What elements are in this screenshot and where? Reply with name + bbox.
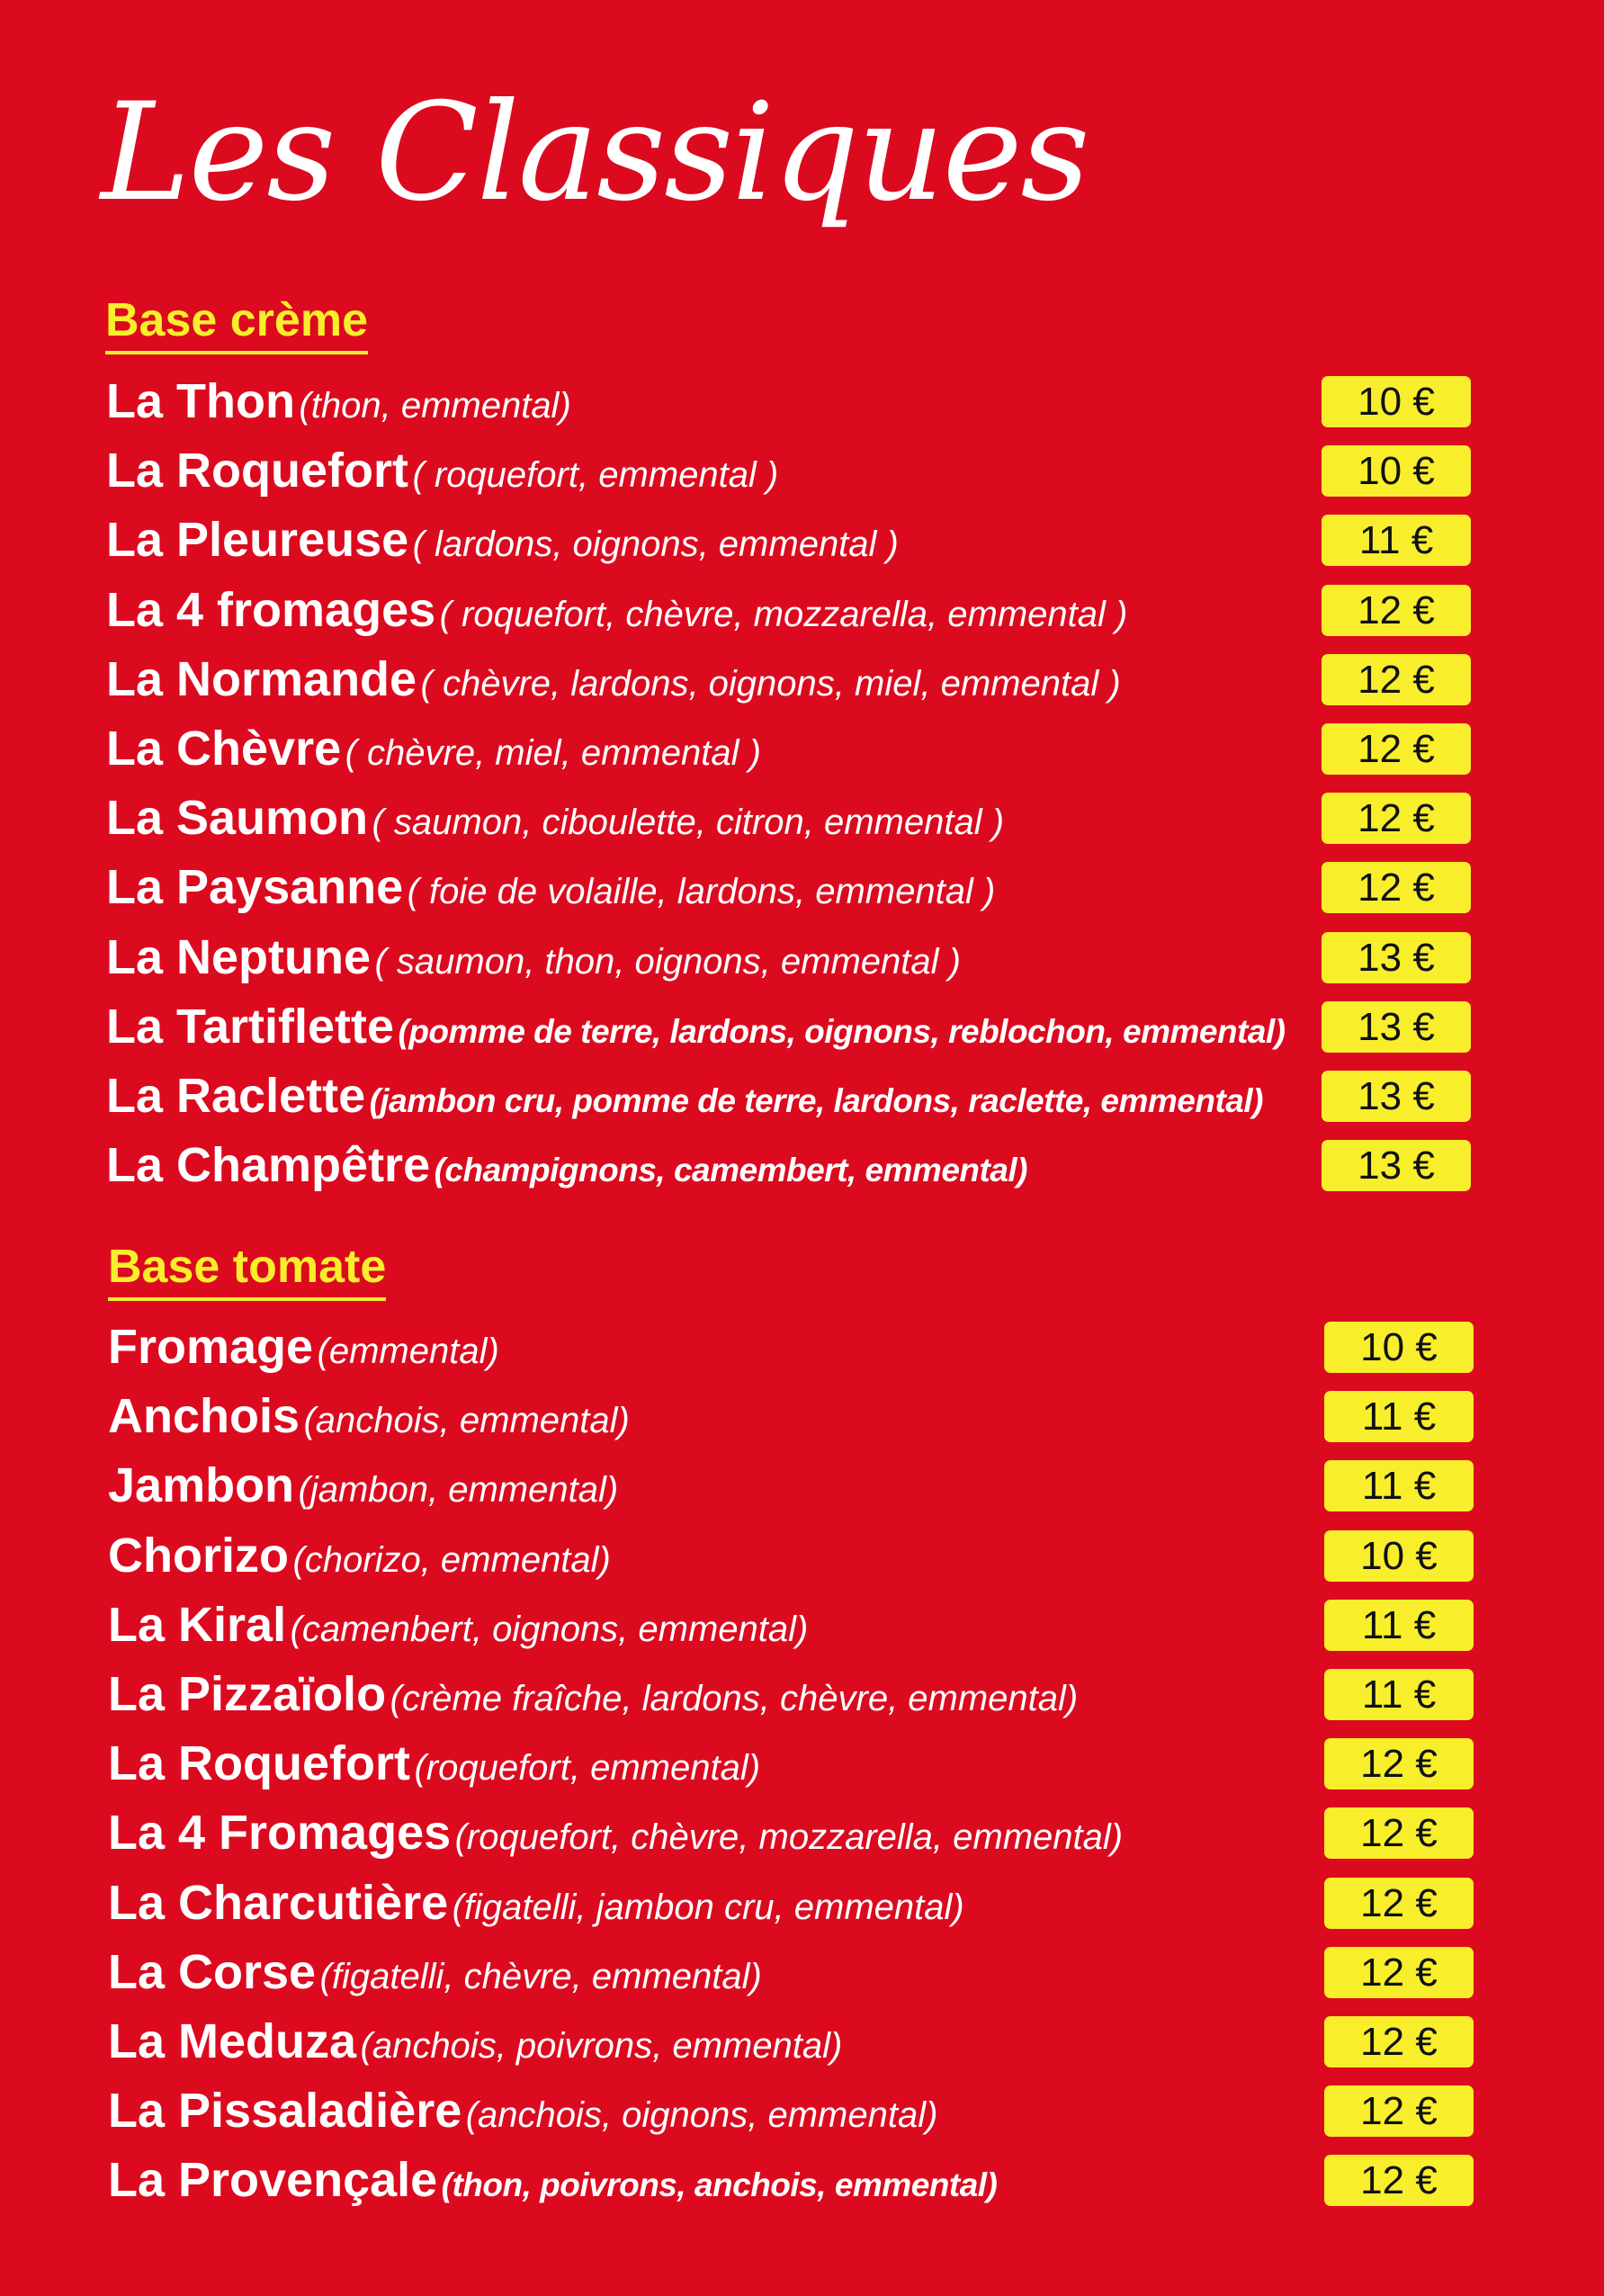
menu-list-base-tomate (0, 1313, 1604, 2215)
price-badge: 11 € (1322, 515, 1471, 566)
menu-item (0, 2076, 1604, 2146)
menu-item-text (108, 2146, 1334, 2227)
menu-item (0, 436, 1604, 506)
menu-item (0, 1521, 1604, 1591)
menu-item (0, 1938, 1604, 2007)
menu-item-ingredients: (anchois, poivrons, emmental) (360, 2025, 843, 2066)
price-badge: 13 € (1322, 932, 1471, 983)
price-badge: 13 € (1322, 1071, 1471, 1122)
menu-item-ingredients: (figatelli, chèvre, emmental) (319, 1956, 762, 1996)
menu-item (0, 992, 1604, 1062)
menu-item-ingredients: (thon, poivrons, anchois, emmental) (441, 2166, 998, 2204)
price-badge: 12 € (1322, 654, 1471, 705)
menu-item-name: La Pleureuse (106, 513, 409, 568)
price-badge: 12 € (1324, 2155, 1474, 2206)
menu-item (0, 923, 1604, 992)
menu-item-ingredients: (anchois, oignons, emmental) (465, 2095, 938, 2136)
menu-item (0, 1798, 1604, 1868)
price-badge: 11 € (1324, 1460, 1474, 1511)
menu-item-ingredients: (roquefort, chèvre, mozzarella, emmental) (454, 1817, 1124, 1858)
menu-item-name: La Thon (106, 374, 295, 428)
menu-item (0, 714, 1604, 784)
menu-item-ingredients: ( chèvre, lardons, oignons, miel, emmental ) (420, 663, 1121, 704)
menu-item-name: La 4 Fromages (108, 1806, 452, 1861)
menu-item-name: La Neptune (106, 929, 372, 984)
menu-item-name: La Roquefort (106, 444, 408, 498)
menu-item (0, 645, 1604, 714)
price-badge: 12 € (1324, 1807, 1474, 1859)
menu-item (0, 1591, 1604, 1660)
menu-item-name: La Raclette (106, 1068, 366, 1123)
menu-item-ingredients: ( saumon, ciboulette, citron, emmental ) (372, 803, 1005, 843)
menu-item-ingredients: ( roquefort, emmental ) (412, 455, 779, 496)
menu-item-ingredients: ( lardons, oignons, emmental ) (412, 525, 899, 565)
menu-item (0, 853, 1604, 922)
page-title: Les Classiques (101, 75, 1089, 231)
section-heading-base-creme: Base crème (105, 291, 368, 354)
menu-item-text (106, 1131, 1334, 1212)
menu-item (0, 2146, 1604, 2215)
menu-item (0, 506, 1604, 575)
menu-item-ingredients: ( roquefort, chèvre, mozzarella, emmental ) (439, 594, 1128, 634)
menu-item-name: La Pissaladière (108, 2084, 462, 2139)
price-badge: 10 € (1322, 445, 1471, 497)
section-heading-base-tomate: Base tomate (108, 1238, 386, 1301)
menu-item-ingredients: (champignons, camembert, emmental) (434, 1152, 1028, 1189)
menu-item (0, 784, 1604, 853)
menu-item-name: Fromage (108, 1320, 314, 1374)
menu-item (0, 1869, 1604, 1938)
menu-item-name: Jambon (108, 1458, 295, 1513)
menu-item-ingredients: ( chèvre, miel, emmental ) (345, 732, 761, 773)
menu-item-ingredients: ( foie de volaille, lardons, emmental ) (407, 872, 996, 912)
menu-item (0, 1451, 1604, 1520)
menu-item-ingredients: (jambon cru, pomme de terre, lardons, raclette, emmental) (369, 1081, 1263, 1119)
price-badge: 12 € (1324, 2085, 1474, 2137)
menu-item-ingredients: (jambon, emmental) (298, 1470, 619, 1511)
price-badge: 11 € (1324, 1600, 1474, 1651)
price-badge: 12 € (1322, 862, 1471, 913)
menu-item (0, 2007, 1604, 2076)
menu-item-ingredients: (anchois, emmental) (303, 1401, 630, 1441)
menu-item (0, 1313, 1604, 1382)
menu-item-name: La Chèvre (106, 721, 342, 776)
menu-item (0, 1382, 1604, 1451)
menu-item-ingredients: (pomme de terre, lardons, oignons, reblochon, emmental) (398, 1012, 1286, 1050)
menu-item-ingredients: (emmental) (317, 1332, 499, 1371)
menu-item-ingredients: (thon, emmental) (299, 386, 571, 426)
menu-item-name: La Tartiflette (106, 999, 395, 1054)
price-badge: 12 € (1324, 2016, 1474, 2067)
menu-item-name: La Meduza (108, 2013, 357, 2068)
menu-item-name: La Normande (106, 651, 417, 706)
menu-item-name: La Paysanne (106, 860, 404, 915)
price-badge: 12 € (1322, 723, 1471, 775)
menu-item-name: Chorizo (108, 1528, 289, 1583)
menu-item (0, 1131, 1604, 1200)
menu-item-ingredients: (crème fraîche, lardons, chèvre, emmental) (390, 1678, 1079, 1718)
price-badge: 12 € (1322, 585, 1471, 636)
menu-item-name: La Provençale (108, 2153, 438, 2208)
menu-item (0, 576, 1604, 645)
price-badge: 13 € (1322, 1140, 1471, 1191)
price-badge: 12 € (1324, 1738, 1474, 1789)
menu-item-ingredients: (roquefort, emmental) (414, 1748, 761, 1789)
menu-item-name: La Roquefort (108, 1736, 410, 1791)
menu-item-name: La Charcutière (108, 1875, 449, 1930)
price-badge: 12 € (1324, 1878, 1474, 1929)
menu-item-name: Anchois (108, 1389, 300, 1444)
price-badge: 13 € (1322, 1001, 1471, 1053)
menu-item (0, 367, 1604, 436)
price-badge: 10 € (1324, 1530, 1474, 1582)
menu-item (0, 1660, 1604, 1729)
menu-item-ingredients: ( saumon, thon, oignons, emmental ) (374, 941, 961, 982)
menu-item-ingredients: (figatelli, jambon cru, emmental) (452, 1887, 964, 1927)
menu-item-name: La Champêtre (106, 1138, 431, 1193)
menu-item-ingredients: (chorizo, emmental) (292, 1539, 611, 1580)
price-badge: 11 € (1324, 1669, 1474, 1720)
menu-list-base-creme (0, 367, 1604, 1200)
menu-item-name: La Kiral (108, 1597, 287, 1652)
menu-item-ingredients: (camenbert, oignons, emmental) (290, 1609, 809, 1649)
menu-item-name: La Saumon (106, 791, 369, 846)
menu-item-name: La Pizzaïolo (108, 1666, 387, 1721)
price-badge: 10 € (1322, 376, 1471, 427)
price-badge: 12 € (1322, 793, 1471, 844)
price-badge: 10 € (1324, 1322, 1474, 1373)
price-badge: 12 € (1324, 1947, 1474, 1998)
menu-item (0, 1062, 1604, 1131)
menu-item (0, 1729, 1604, 1798)
menu-item-name: La 4 fromages (106, 582, 436, 637)
price-badge: 11 € (1324, 1391, 1474, 1442)
menu-item-name: La Corse (108, 1944, 317, 1999)
